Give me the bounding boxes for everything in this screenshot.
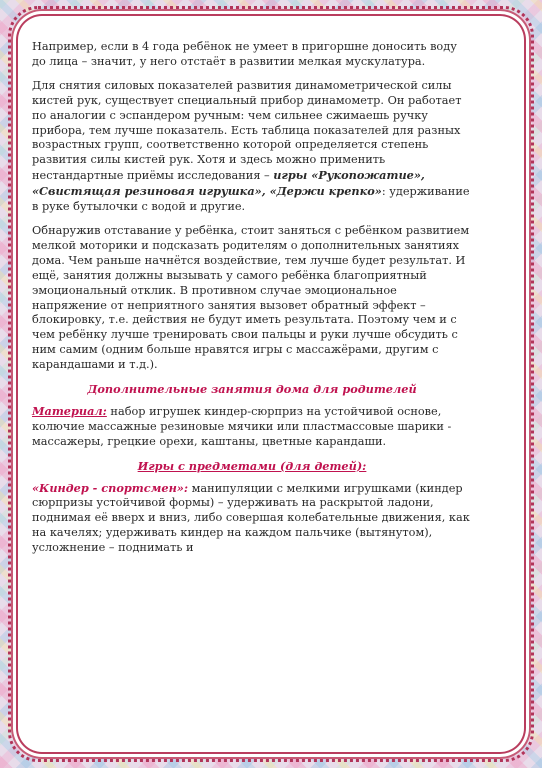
paragraph-2-games: игры «Рукопожатие», «Свистящая резиновая игрушка», «Держи крепко» bbox=[32, 168, 425, 199]
paragraph-2-tail: : удерживание в руке бутылочки с водой и другие. bbox=[32, 185, 470, 214]
document-body bbox=[32, 40, 472, 565]
material-paragraph bbox=[32, 404, 472, 450]
game-paragraph bbox=[32, 481, 472, 557]
paragraph-1: Например, если в 4 года ребёнок не умеет в пригоршне доносить воду до лица – значит, у него отстаёт в развитии мелкая мускулатура. bbox=[32, 40, 457, 68]
heading-games: Игры с предметами (для детей): bbox=[137, 458, 367, 473]
game-text: манипуляции с мелкими игрушками (киндер сюрпризы устойчивой формы) – удерживать на раскрытой ладони, поднимая её вверх и вниз, либо совершая колебательные движения, как на качелях; удерживать киндер на каждом пальчике (вытянутом), усложнение – поднимать и bbox=[32, 481, 470, 555]
heading-home-activities: Дополнительные занятия дома для родителей bbox=[87, 382, 417, 397]
game-label: «Киндер - спортсмен»: bbox=[32, 480, 189, 495]
paragraph-2-text: Для снятия силовых показателей развития динамометрической силы кистей рук, существует специальный прибор динамометр. Он работает по аналогии с эспандером ручным: чем сильнее сжимаешь ручку прибора, тем лучше показатель. Есть таблица показателей для разных возрастных групп, соответственно которой определяется степень развития силы кистей рук. Хотя и здесь можно применить нестандартные приёмы исследования – bbox=[32, 78, 462, 183]
material-text: набор игрушек киндер-сюрприз на устойчивой основе, колючие массажные резиновые мячики или пластмассовые шарики - массажеры, грецкие орехи, каштаны, цветные карандаши. bbox=[32, 404, 452, 448]
material-label: Материал: bbox=[32, 403, 107, 418]
paragraph-2 bbox=[32, 79, 472, 215]
paragraph-3: Обнаружив отставание у ребёнка, стоит заняться с ребёнком развитием мелкой моторики и подсказать родителям о дополнительных занятиях дома. Чем раньше начнётся воздействие, тем лучше будет результат. И ещё, занятия должны вызывать у самого ребёнка благоприятный эмоциональный отклик. В противном случае эмоциональное напряжение от неприятного занятия вызовет обратный эффект – блокировку, т.е. действия не будут иметь результата. Поэтому чем и с чем ребёнку лучше тренировать свои пальцы и руки лучше обсудить с ним самим (одним больше нравятся игры с массажёрами, другим с карандашами и т.д.). bbox=[32, 223, 470, 372]
